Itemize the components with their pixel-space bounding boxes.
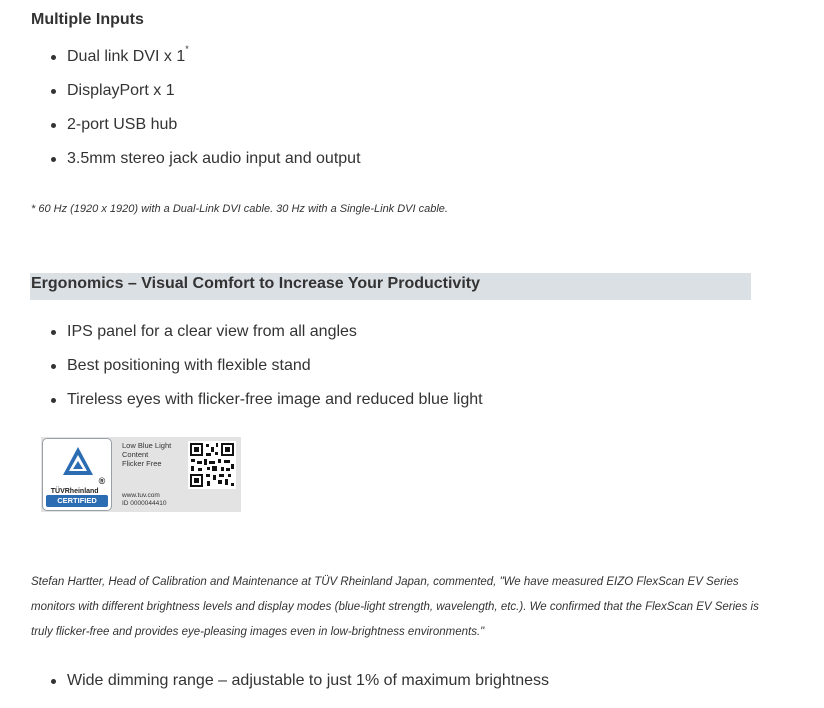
list-item: IPS panel for a clear view from all angles [0,319,483,353]
inputs-list [0,44,361,180]
section-heading-multiple-inputs: Multiple Inputs [31,11,144,28]
list-item: Wide dimming range – adjustable to just 1% of maximum brightness [0,668,549,702]
tuv-triangle-icon [61,444,95,478]
tuv-quote: Stefan Hartter, Head of Calibration and Maintenance at TÜV Rheinland Japan, commented, "We have measured EIZO FlexScan EV Series monitors with different brightness levels and display modes (blue-light strength, wavelength, etc.). We confirmed that the FlexScan EV Series is truly flicker-free and provides eye-pleasing images even in low-brightness environments." [31,576,759,638]
certified-label: CERTIFIED [46,495,108,507]
badge-certification-lines: Low Blue Light Content Flicker Free [122,441,172,468]
list-item: Tireless eyes with flicker-free image and reduced blue light [0,387,483,421]
tuv-certification-badge [41,437,241,512]
list-item: 3.5mm stereo jack audio input and output [0,146,361,180]
tuv-logo [42,438,112,511]
dimming-list [0,668,549,702]
list-item: DisplayPort x 1 [0,78,361,112]
list-item: Dual link DVI x 1* [0,44,361,78]
list-item: 2-port USB hub [0,112,361,146]
qr-code-icon [188,441,236,489]
list-item: Best positioning with flexible stand [0,353,483,387]
badge-url-and-id: www.tuv.com ID 0000044410 [122,492,167,507]
section-heading-ergonomics: Ergonomics – Visual Comfort to Increase Your Productivity [31,275,480,292]
footnote: * 60 Hz (1920 x 1920) with a Dual-Link DVI cable. 30 Hz with a Single-Link DVI cable. [31,203,448,215]
ergonomics-list [0,319,483,421]
footnote-marker: * [185,44,189,54]
tuv-brand-name: TÜVRheinland® [50,476,106,495]
